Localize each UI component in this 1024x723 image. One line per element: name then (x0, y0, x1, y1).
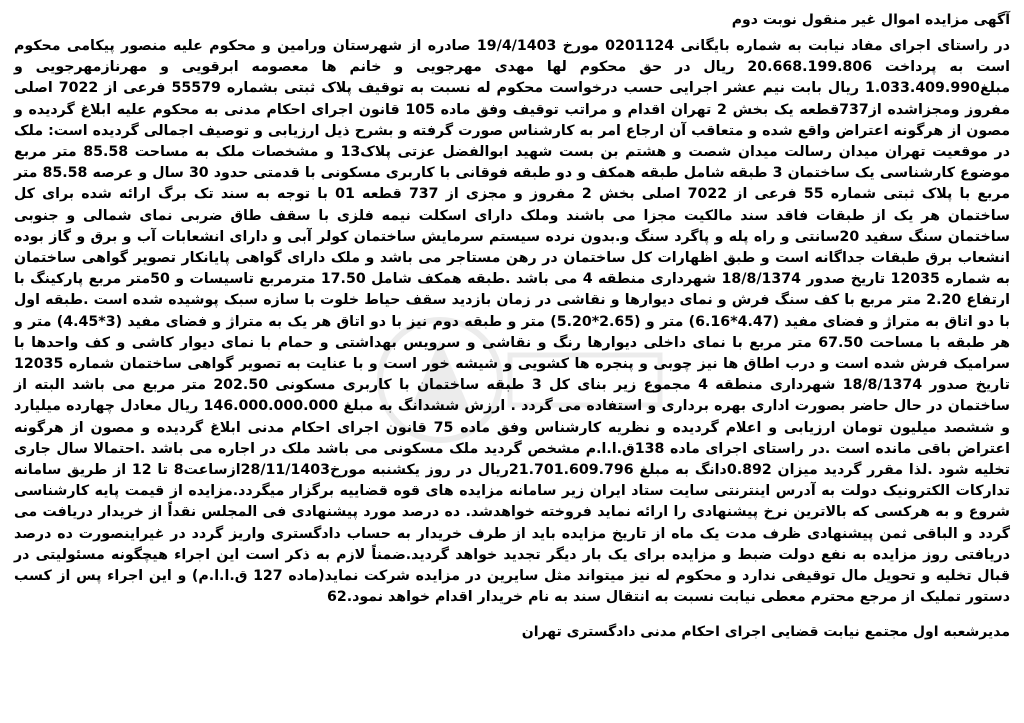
notice-signature: مدیرشعبه اول مجتمع نیابت قضایی اجرای احکام مدنی دادگستری تهران (521, 624, 1010, 641)
notice-body: در راستای اجرای مفاد نیابت به شماره بایگانی 0201124 مورخ 19/4/1403 صادره از شهرستان ورامین و محکوم علیه منصور پیکامی محکوم است به پرداخت 20.668.199.806 ریال در حق محکوم لها مهدی مهرجویی و خانم ها معصومه ابرقویی و مهرنازمهرجویی و مبلغ1.033.409.990 ریال بابت نیم عشر اجرایی حسب درخواست محکوم له نسبت به توقیف پلاک ثبتی بشماره 55579 فرعی از 7022 اصلی مفروز ومجزاشده از737قطعه یک بخش 2 تهران اقدام و مراتب توقیف وفق ماده 105 قانون اجرای احکام مدنی به محکوم علیه ابلاغ گردیده و مصون از هرگونه اعتراض واقع شده و متعاقب آن ارجاع امر به کارشناس صورت گرفته و بشرح ذیل ارزیابی و توصیف اجمالی گردیده است: ملک در موقعیت تهران میدان رسالت میدان شصت و هشتم بن بست شهید ابوالفضل عزتی پلاک13 و مشخصات ملک به مساحت 85.58 متر مربع موضوع کارشناسی یک ساختمان 3 طبقه شامل طبقه همکف و دو طبقه فوقانی با کاربری مسکونی با قدمتی حدود 30 سال و عرصه 85.58 متر مربع با پلاک ثبتی شماره 55 فرعی از 7022 اصلی بخش 2 مفروز و مجزی از 737 قطعه 01 با توجه به سند تک برگ ارائه شده برای کل ساختمان هر یک از طبقات فاقد سند مالکیت مجزا می باشند وملک دارای اسکلت نیمه فلزی با سقف طاق ضربی نمای شمالی و جنوبی ساختمان سنگ سفید 20سانتی و راه پله و پاگرد سنگ و.بدون نرده سیستم سرمایش ساختمان کولر آبی و دارای انشعابات آب و برق و گاز بوده انشعاب برق طبقات جداگانه است و طبق اظهارات کل ساختمان در رهن مستاجر می باشد و ملک دارای گواهی پایانکار تصویر گواهی ساختمان به شماره 12035 تاریخ صدور 18/8/1374 شهرداری منطقه 4 می باشد .طبقه همکف شامل 17.50 مترمربع تاسیسات و 50متر مربع پارکینگ با ارتفاع 2.20 متر مربع با کف سنگ فرش و نمای دیوارها و نقاشی در زمان بازدید سقف حیاط خلوت با سازه سبک پوشیده شده است .طبقه اول با دو اتاق به متراژ و فضای مفید (4.47*6.16) متر و (2.65*5.20) متر و طبقه دوم نیز با دو اتاق هر یک به متراژ و فضای مفید (3*4.45) متر و هر طبقه با مساحت 67.50 متر مربع با نمای داخلی دیوارها رنگ و نقاشی و سرویس بهداشتی و حمام با نمای دیوار کاشی و کف واحدها با سرامیک فرش شده است و درب اطاق ها نیز چوبی و پنجره ها کشویی و شیشه خور است و با عنایت به تصویر گواهی ساختمان شماره 12035 تاریخ صدور 18/8/1374 شهرداری منطقه 4 مجموع زیر بنای کل 3 طبقه ساختمان با کاربری مسکونی 202.50 متر مربع می باشد البته از ساختمان در حال حاضر بصورت اداری بهره برداری و استفاده می گردد . ارزش ششدانگ به مبلغ 146.000.000.000 ریال معادل چهارده میلیارد و ششصد میلیون تومان ارزیابی و اعلام گردیده و نظریه کارشناس وفق ماده 75 قانون اجرای احکام مدنی ابلاغ گردیده و مصون از هرگونه اعتراض باقی مانده است .در راستای اجرای ماده 138ق.ا.ا.م مشخص گردید ملک مسکونی می باشد ملک در اجاره می باشد .احتمالا سال جاری تخلیه شود .لذا مقرر گردید میزان 0.892دانگ به مبلغ 21.701.609.796ریال در روز یکشنبه مورخ28/11/1403ازساعت8 تا 12 از طریق سامانه تدارکات الکترونیک دولت به آدرس اینترنتی سایت ستاد ایران زیر سامانه مزایده های قوه قضاییه برگزار میگردد.مزایده از قیمت پایه کارشناسی شروع و به هرکسی که بالاترین نرخ پیشنهادی را ارائه نماید فروخته خواهدشد. ده درصد مورد پیشنهادی فی المجلس نقداً از خریدار دریافت می گردد و الباقی ثمن پیشنهادی ظرف مدت یک ماه از تاریخ مزایده باید از طرف خریدار به حساب دادگستری واریز گردد در غیراینصورت ده درصد دریافتی روز مزایده به نفع دولت ضبط و مزایده برای یک بار دیگر تجدید خواهد گردید.ضمناً لازم به ذکر است این اجراء هیچگونه مسئولیتی در قبال تخلیه و تحویل مال توقیفی ندارد و محکوم له نیز میتواند مثل سایرین در مزایده شرکت نماید(ماده 127 ق.ا.ا.م) و این اجراء پس از کسب دستور تملیک از مرجع محترم معطی نیابت نسبت به انتقال سند به نام خریدار اقدام خواهد نمود.62 (14, 38, 1011, 606)
notice-title: آگهی مزایده اموال غیر منقول نوبت دوم (731, 12, 1010, 28)
